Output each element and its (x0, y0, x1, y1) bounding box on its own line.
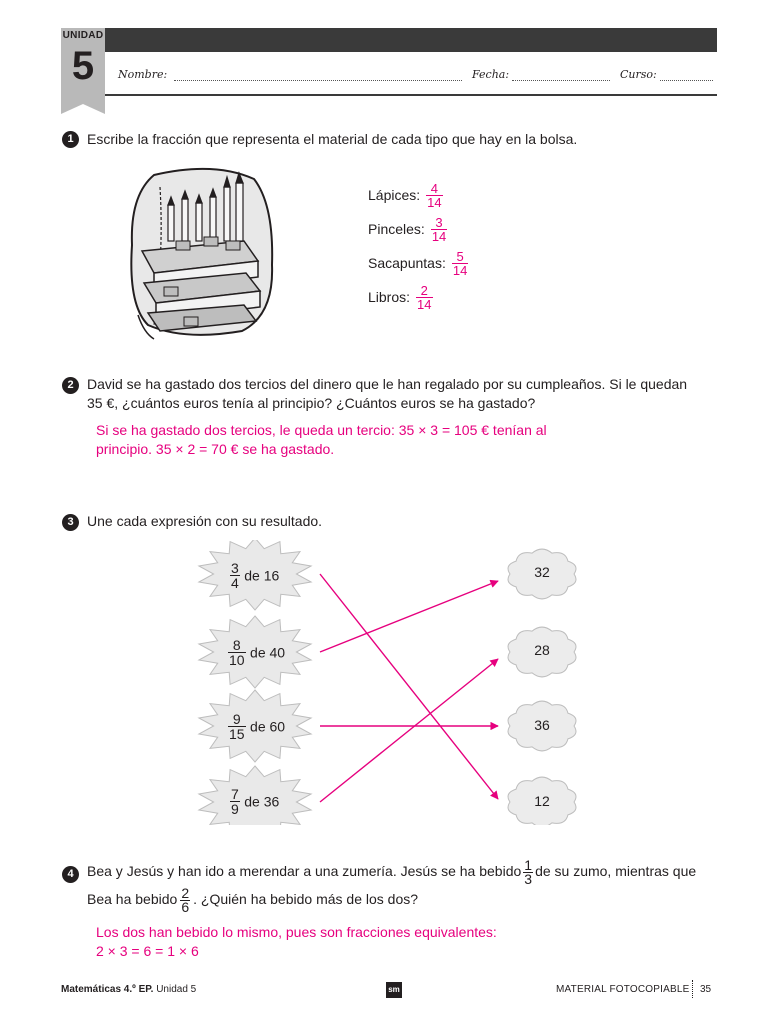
material-label: Pinceles: (368, 221, 425, 237)
fecha-label: Fecha: (472, 68, 510, 81)
expression-text: de 16 (244, 567, 280, 584)
nombre-label: Nombre: (118, 68, 168, 81)
material-fraction: $\frac{2}{14}$ (417, 282, 432, 312)
footer-book-title: Matemáticas 4.º EP. (61, 984, 154, 995)
question-3-text: Une cada expresión con su resultado. (87, 513, 323, 529)
expression-fraction: $\frac{9}{15}$ (229, 711, 245, 742)
question-4-text-a: Bea y Jesús y han ido a merendar a una zumería. Jesús se ha bebido (87, 863, 522, 880)
material-label: Sacapuntas: (368, 255, 446, 271)
question-1-number: 1 (62, 131, 79, 148)
footer-book (61, 984, 196, 995)
match-line (320, 659, 498, 802)
question-4-answer-line1: Los dos han bebido lo mismo, pues son fracciones equivalentes: (96, 924, 497, 940)
question-3-number: 3 (62, 514, 79, 531)
nombre-field[interactable] (174, 68, 462, 81)
curso-label: Curso: (620, 68, 657, 81)
question-4-text-c: Bea ha bebido (87, 891, 178, 908)
question-2-text-line2: 35 €, ¿cuántos euros tenía al principio? ¿Cuántos euros se ha gastado? (87, 395, 536, 411)
unit-label: UNIDAD (62, 30, 104, 41)
expression-fraction: $\frac{3}{4}$ (231, 560, 239, 591)
material-fraction: $\frac{4}{14}$ (427, 180, 442, 210)
material-row (368, 280, 468, 314)
question-2-answer-line2: principio. 35 × 2 = 70 € se ha gastado. (96, 441, 335, 457)
material-row (368, 212, 468, 246)
expression-fraction: $\frac{7}{9}$ (231, 786, 239, 817)
material-label: Libros: (368, 289, 411, 305)
material-fraction: $\frac{3}{14}$ (431, 214, 447, 244)
expression-text: de 60 (250, 718, 286, 735)
question-4-fraction-2: $\frac{2}{6}$ (181, 885, 190, 915)
question-4-text-d: . ¿Quién ha bebido más de los dos? (193, 891, 419, 908)
sm-logo: sm (386, 982, 402, 998)
footer-divider (692, 980, 693, 998)
footer-unit: Unidad 5 (156, 984, 197, 995)
question-4-line1 (87, 859, 696, 886)
unit-number: 5 (71, 44, 95, 88)
material-row (368, 246, 468, 280)
expression-text: de 40 (250, 644, 286, 661)
question-4-text-b: de su zumo, mientras que (535, 863, 697, 880)
result-4: 12 (534, 793, 550, 809)
match-line (320, 581, 498, 652)
footer-page-number: 35 (700, 984, 712, 995)
footer-material: MATERIAL FOTOCOPIABLE (556, 984, 690, 995)
question-1-text: Escribe la fracción que representa el material de cada tipo que hay en la bolsa. (87, 131, 578, 147)
result-2: 28 (534, 642, 550, 658)
materials-list (368, 178, 468, 314)
question-4-line2 (87, 887, 418, 914)
result-3: 36 (534, 717, 550, 733)
question-2-answer-line1: Si se ha gastado dos tercios, le queda un tercio: 35 × 3 = 105 € tenían al (96, 422, 547, 438)
pencil-case-illustration (124, 165, 284, 343)
curso-field[interactable] (660, 68, 713, 81)
expression-4 (230, 787, 279, 816)
material-fraction: $\frac{5}{14}$ (452, 248, 468, 278)
match-line (320, 574, 498, 799)
expression-text: de 36 (244, 793, 280, 810)
header-rule (105, 94, 717, 96)
expression-fraction: $\frac{8}{10}$ (229, 637, 245, 668)
expression-3 (228, 712, 285, 741)
result-1: 32 (534, 564, 550, 580)
question-2-number: 2 (62, 377, 79, 394)
question-4-answer-line2: 2 × 3 = 6 = 1 × 6 (96, 943, 199, 959)
question-4-fraction-1: $\frac{1}{3}$ (524, 857, 533, 887)
question-4-number: 4 (62, 866, 79, 883)
expression-2 (228, 638, 285, 667)
header-bar (105, 28, 717, 52)
expression-1 (230, 561, 279, 590)
fecha-field[interactable] (512, 68, 610, 81)
material-label: Lápices: (368, 187, 421, 203)
question-2-text-line1: David se ha gastado dos tercios del dinero que le han regalado por su cumpleaños. Si le quedan (87, 376, 688, 392)
material-row (368, 178, 468, 212)
